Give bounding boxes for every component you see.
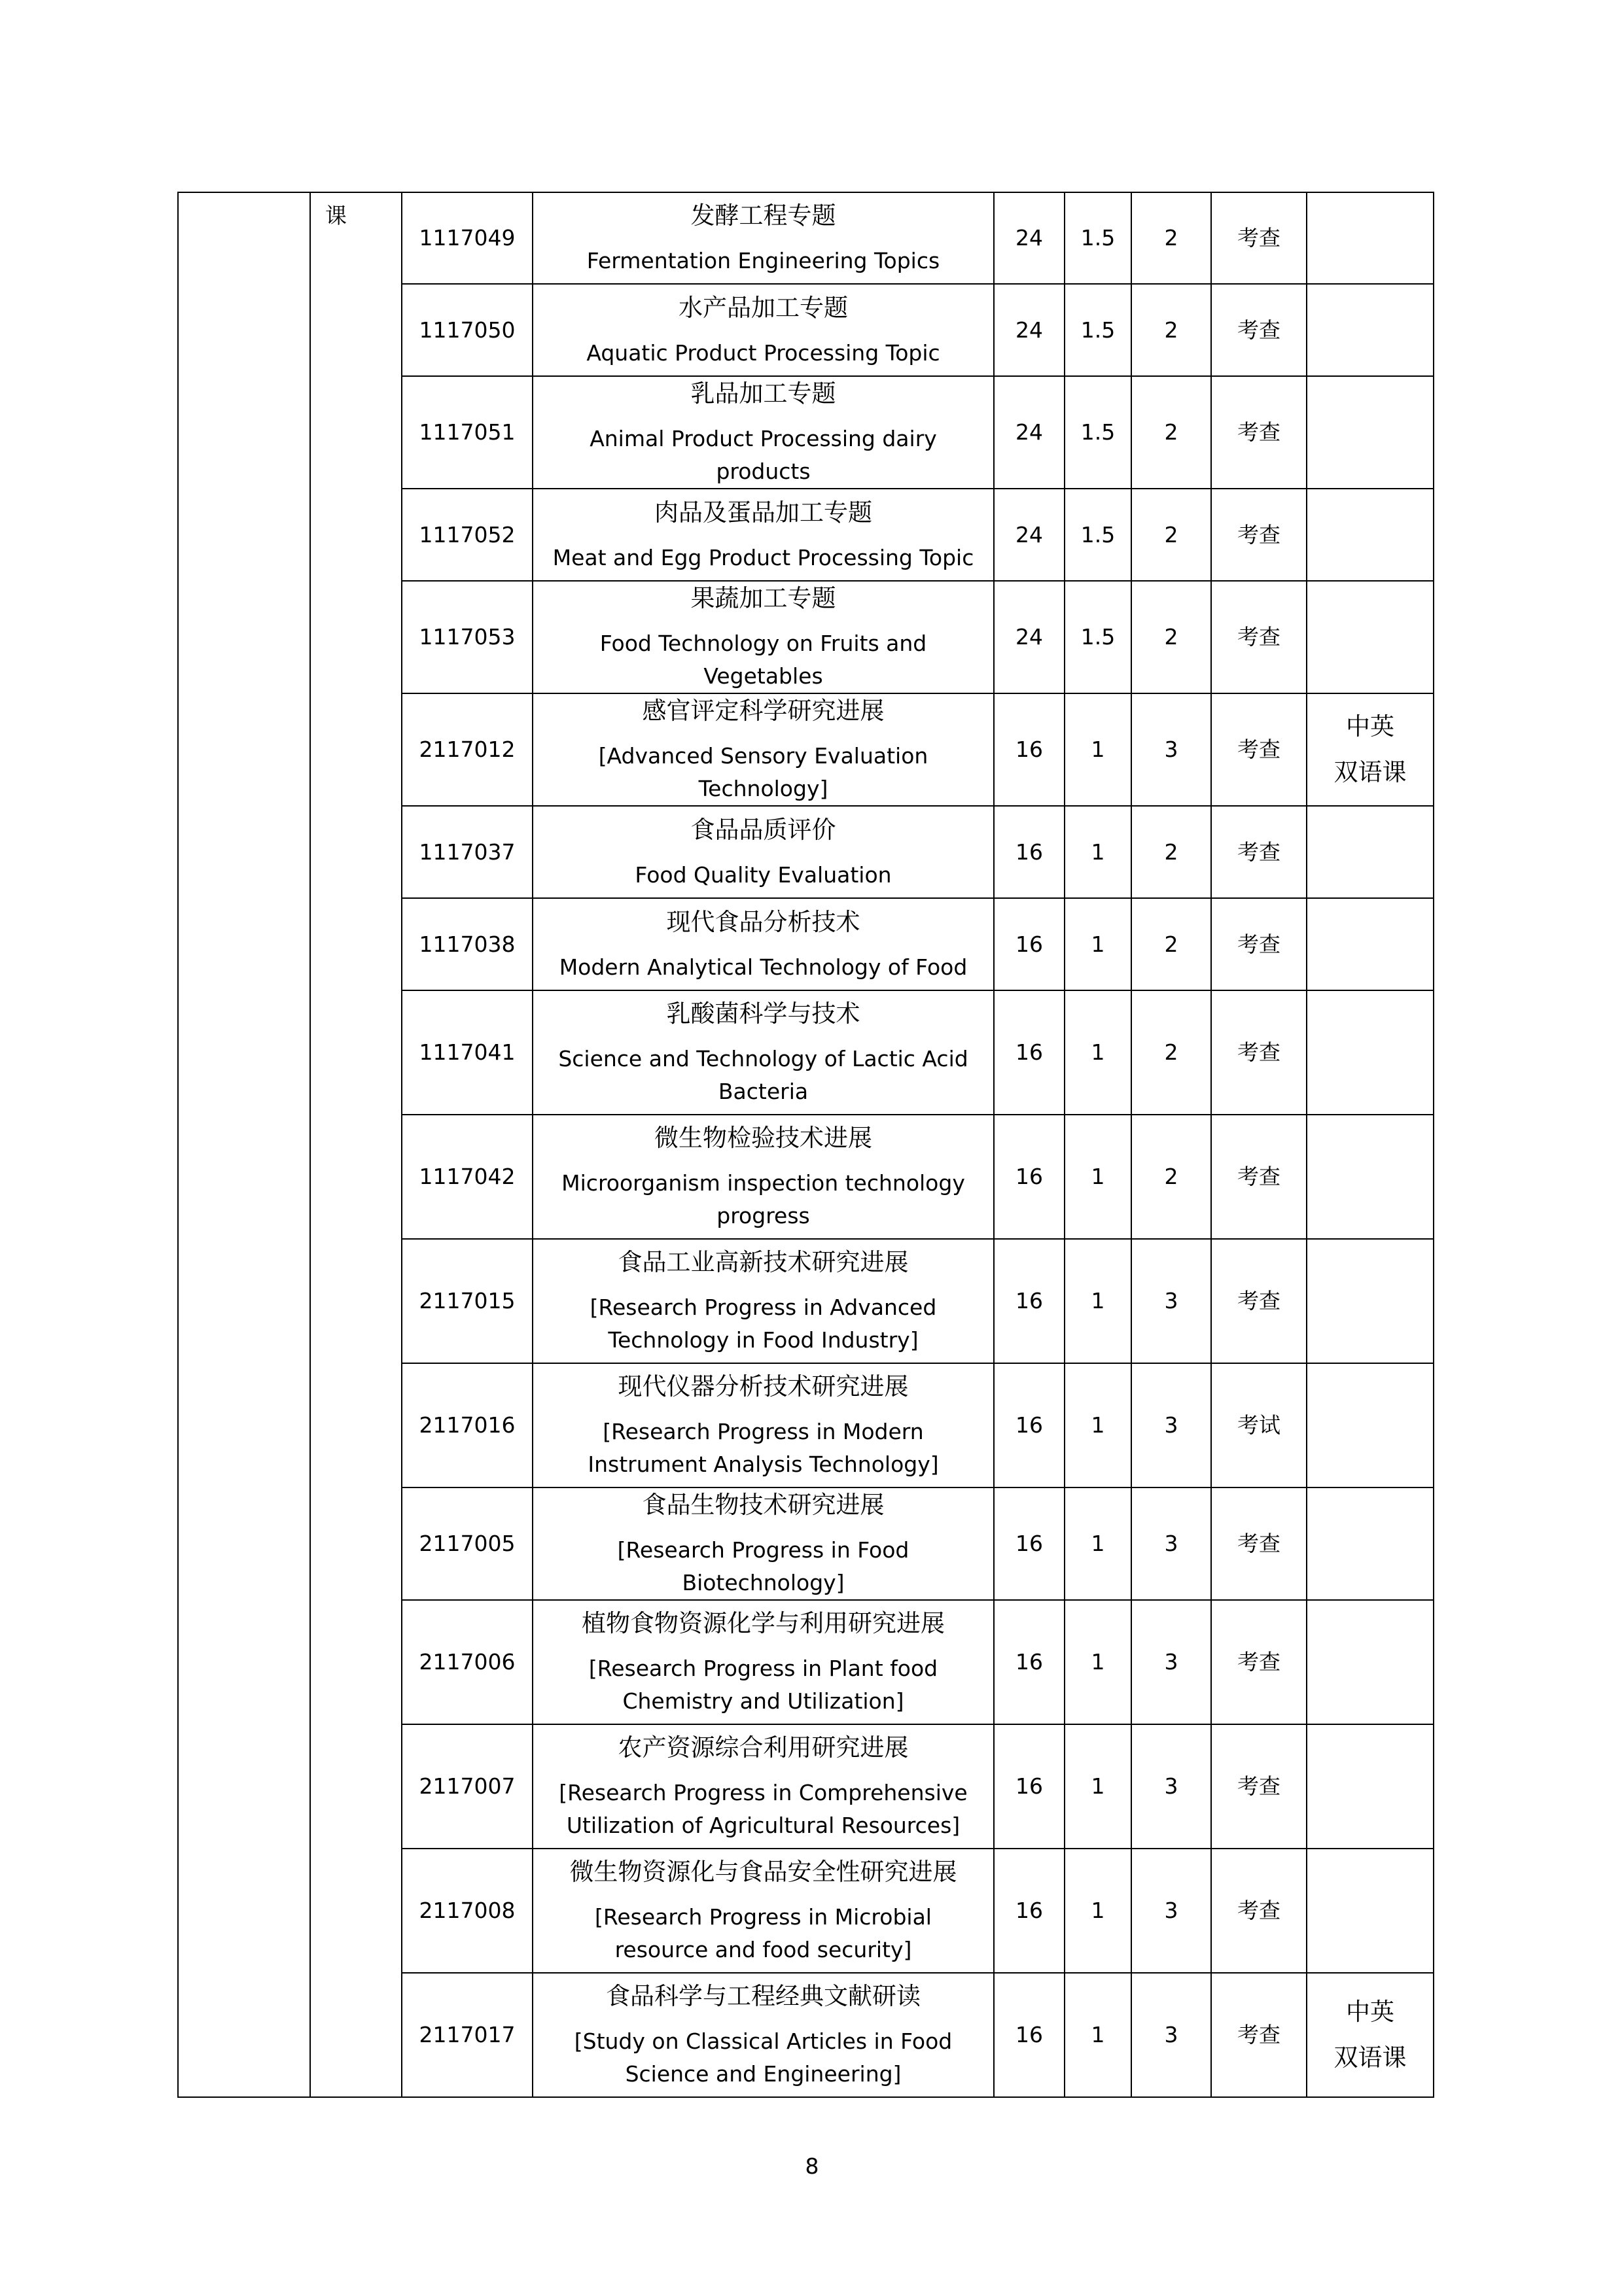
- course-name-cn: 农产资源综合利用研究进展: [618, 1733, 909, 1762]
- course-note-line1: 中英: [1346, 1998, 1394, 2026]
- course-hours: 24: [994, 284, 1065, 376]
- course-semester: 2: [1131, 806, 1211, 898]
- course-name-en: Food Technology on Fruits and Vegetables: [599, 631, 927, 689]
- course-hours: 16: [994, 693, 1065, 806]
- course-semester: 3: [1131, 1849, 1211, 1973]
- course-name-en: Fermentation Engineering Topics: [586, 248, 940, 273]
- course-name-cell: [533, 1973, 994, 2097]
- course-name-cell: [533, 284, 994, 376]
- course-note: [1307, 693, 1434, 806]
- course-name-en: [Research Progress in Advanced Technology in Food Industry]: [590, 1295, 937, 1353]
- course-name-cell: [533, 990, 994, 1115]
- course-semester: 3: [1131, 1724, 1211, 1849]
- course-note-line1: 中英: [1346, 712, 1394, 740]
- course-code: 1117050: [402, 284, 533, 376]
- course-hours: 16: [994, 1849, 1065, 1973]
- course-hours: 16: [994, 990, 1065, 1115]
- course-name-en: Science and Technology of Lactic Acid Bacteria: [558, 1046, 968, 1104]
- course-name-cell: [533, 1849, 994, 1973]
- course-assessment: 考查: [1211, 1724, 1307, 1849]
- course-name-en: Food Quality Evaluation: [635, 861, 892, 888]
- course-hours: 16: [994, 1239, 1065, 1363]
- course-semester: 3: [1131, 1973, 1211, 2097]
- course-assessment: 考查: [1211, 1849, 1307, 1973]
- course-credits: 1: [1065, 898, 1131, 990]
- course-credits: 1: [1065, 990, 1131, 1115]
- course-name-en: [Research Progress in Microbial resource and food security]: [595, 1904, 932, 1962]
- course-name-cell: [533, 1239, 994, 1363]
- course-code: 1117049: [402, 192, 533, 284]
- course-name-cn: 果蔬加工专题: [690, 584, 836, 612]
- course-code: 1117053: [402, 581, 533, 693]
- course-note: [1307, 1363, 1434, 1487]
- course-note: [1307, 1600, 1434, 1724]
- course-assessment: 考查: [1211, 192, 1307, 284]
- course-name-cell: [533, 581, 994, 693]
- course-name-cell: [533, 192, 994, 284]
- course-hours: 24: [994, 376, 1065, 489]
- course-semester: 3: [1131, 1600, 1211, 1724]
- course-assessment: 考查: [1211, 1239, 1307, 1363]
- course-code: 1117052: [402, 489, 533, 581]
- course-code: 2117007: [402, 1724, 533, 1849]
- course-category-cell: [178, 192, 310, 2097]
- course-name-en: Microorganism inspection technology progress: [561, 1170, 965, 1228]
- course-name-cn: 微生物检验技术进展: [654, 1124, 872, 1152]
- course-semester: 3: [1131, 1239, 1211, 1363]
- course-credits: 1: [1065, 1115, 1131, 1239]
- course-note-line2: 双语课: [1333, 758, 1407, 786]
- course-hours: 24: [994, 581, 1065, 693]
- course-name-en: [Research Progress in Plant food Chemistry and Utilization]: [588, 1656, 938, 1714]
- course-semester: 2: [1131, 489, 1211, 581]
- course-code: 1117051: [402, 376, 533, 489]
- course-assessment: 考查: [1211, 990, 1307, 1115]
- course-semester: 2: [1131, 581, 1211, 693]
- course-name-cell: [533, 1724, 994, 1849]
- course-note: [1307, 1239, 1434, 1363]
- course-name-en: [Research Progress in Food Biotechnology]: [617, 1537, 909, 1595]
- course-assessment: 考查: [1211, 898, 1307, 990]
- course-semester: 3: [1131, 1487, 1211, 1600]
- course-code: 2117016: [402, 1363, 533, 1487]
- course-credits: 1.5: [1065, 376, 1131, 489]
- course-note: [1307, 1849, 1434, 1973]
- course-name-cn: 食品品质评价: [690, 815, 836, 844]
- course-name-cn: 乳酸菌科学与技术: [666, 1000, 860, 1028]
- course-code: 2117017: [402, 1973, 533, 2097]
- course-code: 1117041: [402, 990, 533, 1115]
- course-code: 2117006: [402, 1600, 533, 1724]
- table-row: [178, 192, 1434, 284]
- course-credits: 1: [1065, 1849, 1131, 1973]
- course-code: 1117038: [402, 898, 533, 990]
- course-name-en: Meat and Egg Product Processing Topic: [552, 544, 974, 570]
- course-code: 2117005: [402, 1487, 533, 1600]
- course-credits: 1: [1065, 1487, 1131, 1600]
- course-assessment: 考查: [1211, 1600, 1307, 1724]
- course-name-cn: 食品生物技术研究进展: [642, 1491, 885, 1519]
- course-note: [1307, 1724, 1434, 1849]
- course-name-cell: [533, 1115, 994, 1239]
- course-credits: 1: [1065, 693, 1131, 806]
- course-name-cn: 现代仪器分析技术研究进展: [618, 1372, 909, 1400]
- course-assessment: 考查: [1211, 581, 1307, 693]
- course-hours: 16: [994, 898, 1065, 990]
- course-hours: 16: [994, 806, 1065, 898]
- course-code: 2117008: [402, 1849, 533, 1973]
- course-name-en: Animal Product Processing dairy products: [590, 426, 937, 484]
- course-name-cn: 食品工业高新技术研究进展: [618, 1248, 909, 1276]
- course-name-cell: [533, 376, 994, 489]
- course-hours: 16: [994, 1487, 1065, 1600]
- course-note: [1307, 192, 1434, 284]
- course-semester: 3: [1131, 693, 1211, 806]
- course-name-en: Modern Analytical Technology of Food: [559, 954, 968, 980]
- course-code: 2117015: [402, 1239, 533, 1363]
- course-code: 2117012: [402, 693, 533, 806]
- course-name-cn: 植物食物资源化学与利用研究进展: [582, 1609, 945, 1637]
- course-name-cn: 感官评定科学研究进展: [642, 697, 885, 725]
- course-name-cell: [533, 1363, 994, 1487]
- course-assessment: 考查: [1211, 284, 1307, 376]
- course-semester: 2: [1131, 898, 1211, 990]
- course-name-cell: [533, 693, 994, 806]
- course-note: [1307, 1973, 1434, 2097]
- course-name-cell: [533, 1487, 994, 1600]
- table-body: [178, 192, 1434, 2097]
- course-name-en: Aquatic Product Processing Topic: [586, 339, 940, 366]
- course-note-line2: 双语课: [1333, 2044, 1407, 2072]
- course-credits: 1.5: [1065, 489, 1131, 581]
- course-semester: 3: [1131, 1363, 1211, 1487]
- course-hours: 16: [994, 1600, 1065, 1724]
- course-assessment: 考查: [1211, 376, 1307, 489]
- course-name-cn: 食品科学与工程经典文献研读: [606, 1982, 921, 2010]
- course-assessment: 考查: [1211, 1115, 1307, 1239]
- course-note: [1307, 284, 1434, 376]
- course-assessment: 考查: [1211, 806, 1307, 898]
- course-note: [1307, 581, 1434, 693]
- course-name-cn: 乳品加工专题: [690, 379, 836, 408]
- course-semester: 2: [1131, 284, 1211, 376]
- course-semester: 2: [1131, 376, 1211, 489]
- course-name-en: [Research Progress in Modern Instrument Analysis Technology]: [588, 1419, 939, 1477]
- course-hours: 16: [994, 1724, 1065, 1849]
- course-credits: 1.5: [1065, 284, 1131, 376]
- course-subcategory-cell: 课: [310, 192, 402, 2097]
- page-number: 8: [805, 2153, 819, 2179]
- course-credits: 1: [1065, 1600, 1131, 1724]
- course-table: [177, 192, 1434, 2098]
- course-assessment: 考试: [1211, 1363, 1307, 1487]
- course-credits: 1.5: [1065, 581, 1131, 693]
- course-name-cn: 微生物资源化与食品安全性研究进展: [569, 1858, 957, 1886]
- course-hours: 24: [994, 489, 1065, 581]
- course-name-cn: 水产品加工专题: [679, 293, 848, 322]
- course-assessment: 考查: [1211, 489, 1307, 581]
- course-credits: 1: [1065, 1363, 1131, 1487]
- course-semester: 2: [1131, 1115, 1211, 1239]
- course-code: 1117042: [402, 1115, 533, 1239]
- course-hours: 16: [994, 1115, 1065, 1239]
- course-name-cell: [533, 489, 994, 581]
- course-name-cell: [533, 898, 994, 990]
- course-name-cn: 发酵工程专题: [690, 201, 836, 230]
- course-hours: 16: [994, 1363, 1065, 1487]
- course-note: [1307, 806, 1434, 898]
- course-note: [1307, 376, 1434, 489]
- course-credits: 1.5: [1065, 192, 1131, 284]
- course-assessment: 考查: [1211, 1487, 1307, 1600]
- course-name-cell: [533, 806, 994, 898]
- course-note: [1307, 1115, 1434, 1239]
- course-code: 1117037: [402, 806, 533, 898]
- course-credits: 1: [1065, 1973, 1131, 2097]
- course-credits: 1: [1065, 806, 1131, 898]
- course-name-cell: [533, 1600, 994, 1724]
- course-note: [1307, 489, 1434, 581]
- course-note: [1307, 990, 1434, 1115]
- course-name-cn: 现代食品分析技术: [666, 907, 860, 936]
- course-semester: 2: [1131, 192, 1211, 284]
- course-credits: 1: [1065, 1724, 1131, 1849]
- course-hours: 16: [994, 1973, 1065, 2097]
- course-name-en: [Advanced Sensory Evaluation Technology]: [598, 743, 928, 801]
- course-note: [1307, 1487, 1434, 1600]
- course-note: [1307, 898, 1434, 990]
- course-semester: 2: [1131, 990, 1211, 1115]
- course-name-en: [Study on Classical Articles in Food Science and Engineering]: [574, 2028, 953, 2087]
- course-assessment: 考查: [1211, 1973, 1307, 2097]
- course-hours: 24: [994, 192, 1065, 284]
- course-credits: 1: [1065, 1239, 1131, 1363]
- course-assessment: 考查: [1211, 693, 1307, 806]
- course-name-en: [Research Progress in Comprehensive Utilization of Agricultural Resources]: [559, 1780, 968, 1838]
- course-name-cn: 肉品及蛋品加工专题: [654, 498, 872, 527]
